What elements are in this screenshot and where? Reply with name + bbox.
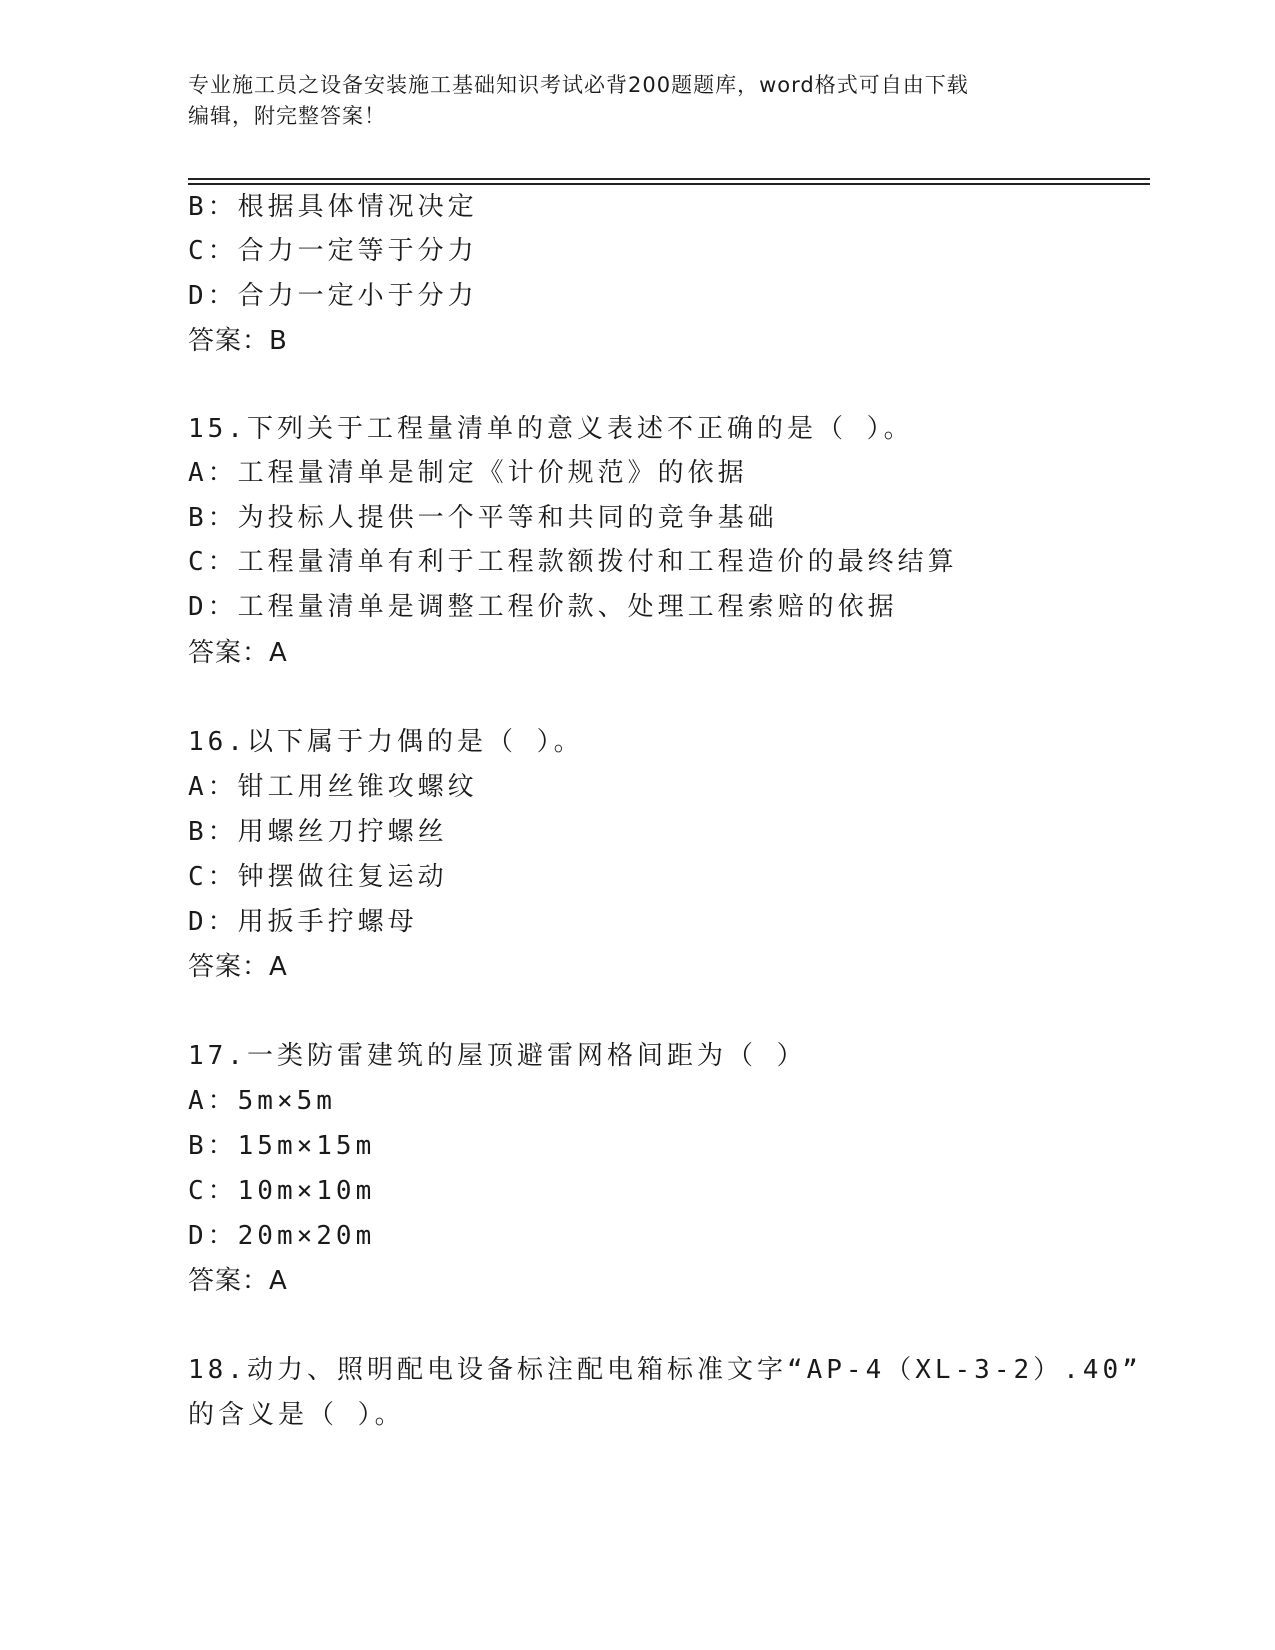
q14-option-b: B：根据具体情况决定 bbox=[188, 192, 478, 222]
q15-answer: 答案：A bbox=[188, 638, 288, 668]
header-line-2: 编辑，附完整答案！ bbox=[188, 104, 386, 128]
q16-answer: 答案：A bbox=[188, 952, 288, 982]
q16-option-b: B：用螺丝刀拧螺丝 bbox=[188, 817, 448, 847]
q17-option-b: B：15m×15m bbox=[188, 1131, 376, 1161]
q17-option-d: D：20m×20m bbox=[188, 1221, 376, 1251]
header-divider-top bbox=[188, 178, 1150, 180]
q15-stem: 15.下列关于工程量清单的意义表述不正确的是（ ）。 bbox=[188, 414, 914, 444]
q16-option-c: C：钟摆做往复运动 bbox=[188, 862, 448, 892]
q16-stem: 16.以下属于力偶的是（ ）。 bbox=[188, 727, 584, 757]
q14-option-d: D：合力一定小于分力 bbox=[188, 281, 478, 311]
q18-stem-line-1: 18.动力、照明配电设备标注配电箱标准文字“AP-4（XL-3-2）.40” bbox=[188, 1355, 1142, 1385]
q17-option-c: C：10m×10m bbox=[188, 1176, 376, 1206]
q16-option-a: A：钳工用丝锥攻螺纹 bbox=[188, 772, 478, 802]
q18-stem-line-2: 的含义是（ ）。 bbox=[188, 1400, 405, 1430]
q15-option-b: B：为投标人提供一个平等和共同的竞争基础 bbox=[188, 503, 778, 533]
header-divider-bottom bbox=[188, 183, 1150, 185]
document-header bbox=[188, 70, 1068, 132]
q15-option-a: A：工程量清单是制定《计价规范》的依据 bbox=[188, 458, 748, 488]
q14-answer: 答案：B bbox=[188, 326, 288, 356]
q17-option-a: A：5m×5m bbox=[188, 1086, 336, 1116]
header-line-1: 专业施工员之设备安装施工基础知识考试必背200题题库，word格式可自由下载 bbox=[188, 73, 969, 97]
q17-stem: 17.一类防雷建筑的屋顶避雷网格间距为（ ） bbox=[188, 1041, 807, 1071]
q14-option-c: C：合力一定等于分力 bbox=[188, 236, 478, 266]
q16-option-d: D：用扳手拧螺母 bbox=[188, 907, 418, 937]
q15-option-c: C：工程量清单有利于工程款额拨付和工程造价的最终结算 bbox=[188, 547, 958, 577]
q15-option-d: D：工程量清单是调整工程价款、处理工程索赔的依据 bbox=[188, 592, 898, 622]
q17-answer: 答案：A bbox=[188, 1266, 288, 1296]
